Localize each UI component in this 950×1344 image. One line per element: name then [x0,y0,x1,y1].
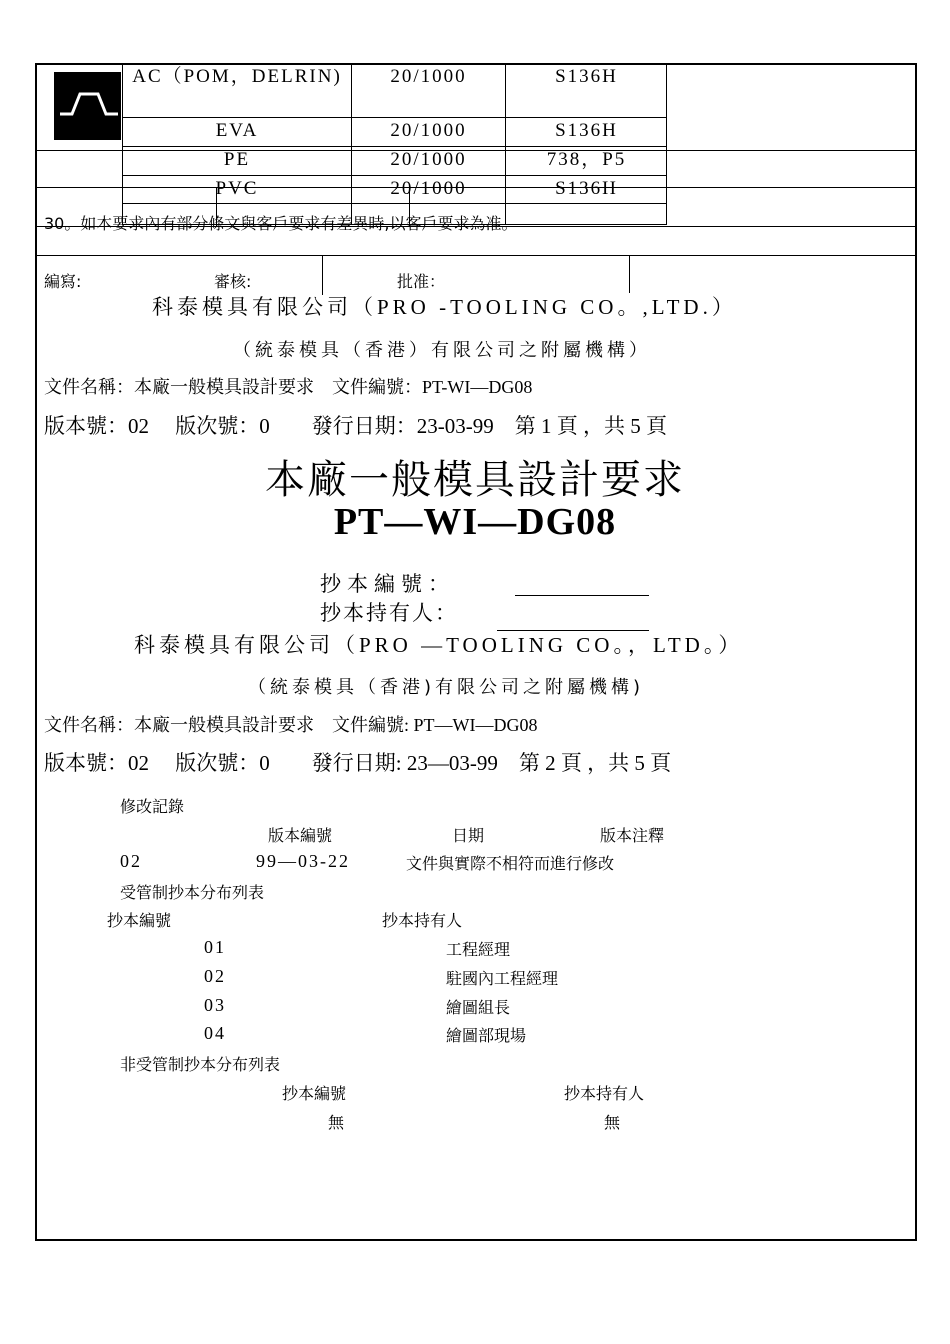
document-title: 本廠一般模具設計要求 [265,457,685,503]
revision-record-heading: 修改記錄 [120,797,185,816]
controlled-copies-heading: 受管制抄本分布列表 [120,883,265,902]
subsidiary-note: （統泰模具（香港)有限公司之附屬機構) [248,677,645,698]
prepared-by-label: 編寫: [44,272,82,291]
table-cell-material: AC（POM，DELRIN) [132,66,342,87]
revision-row-note: 文件與實際不相符而進行修改 [406,854,615,873]
copy-number-label: 抄本編號： [320,572,455,596]
copy-holder-label: 抄本持有人： [320,601,458,625]
table-cell-ratio: 20/1000 [390,66,467,87]
uncontrolled-copy-holder: 無 [604,1113,621,1132]
signoff-divider [322,255,323,295]
document-name-line: 文件名稱：本廠一般模具設計要求 文件編號：PT-WI—DG08 [44,377,533,397]
table-cell-steel: S136H [555,178,618,199]
table-rule [122,146,667,147]
table-rule [122,203,667,204]
reviewed-by-label: 審核: [214,272,252,291]
revision-col-version: 版本編號 [268,826,333,845]
table-cell-material: PE [223,149,251,170]
copy-number-field[interactable] [515,595,649,596]
table-rule [122,117,667,118]
controlled-col-number: 抄本編號 [107,911,172,930]
version-line: 版本號：02 版次號：0 發行日期: 23—03-99 第 2 頁 ，共 5 頁 [44,751,672,775]
table-rule [122,175,667,176]
controlled-copy-number: 02 [204,966,226,986]
company-name: 科泰模具有限公司（PRO -TOOLING CO。,LTD.） [152,295,737,319]
uncontrolled-col-number: 抄本編號 [282,1084,347,1103]
controlled-copy-number: 04 [204,1023,226,1043]
table-cell-steel: S136H [555,66,618,87]
version-line: 版本號：02 版次號：0 發行日期：23-03-99 第 1 頁 ，共 5 頁 [44,414,667,438]
document-name-line: 文件名稱：本廠一般模具設計要求 文件編號: PT—WI—DG08 [44,715,538,735]
company-name: 科泰模具有限公司（PRO —TOOLING CO。，LTD。） [134,633,744,657]
controlled-copy-number: 03 [204,995,226,1015]
table-cell-steel: 738，P5 [546,149,627,170]
clause-30-note: 30。如本要求內有部分條文與客戶要求有差異時,以客戶要求為准。 [44,214,518,233]
signoff-divider [629,255,630,293]
uncontrolled-copy-number: 無 [328,1113,345,1132]
controlled-copy-holder: 繪圖組長 [446,998,511,1017]
controlled-copy-holder: 駐國內工程經理 [446,969,559,988]
uncontrolled-col-holder: 抄本持有人 [564,1084,645,1103]
table-cell-ratio: 20/1000 [390,178,467,199]
document-code: PT—WI—DG08 [333,501,617,543]
controlled-copy-number: 01 [204,937,226,957]
logo-mark-icon [54,72,121,140]
revision-col-date: 日期 [452,826,485,845]
company-logo [54,72,121,140]
controlled-copy-holder: 工程經理 [446,940,511,959]
revision-col-note: 版本注釋 [600,826,665,845]
table-cell-ratio: 20/1000 [390,120,467,141]
controlled-copy-holder: 繪圖部現場 [446,1026,527,1045]
table-cell-steel: S136H [555,120,618,141]
subsidiary-note: （統泰模具（香港）有限公司之附屬機構） [233,340,651,361]
revision-row-version: 02 [120,851,142,871]
table-cell-material: EVA [215,120,259,141]
table-cell-material: PVC [215,178,259,199]
header-rule [36,255,916,256]
controlled-col-holder: 抄本持有人 [382,911,463,930]
uncontrolled-copies-heading: 非受管制抄本分布列表 [120,1055,281,1074]
approved-by-label: 批准： [397,272,446,291]
revision-row-date: 99—03-22 [256,851,350,871]
table-cell-ratio: 20/1000 [390,149,467,170]
